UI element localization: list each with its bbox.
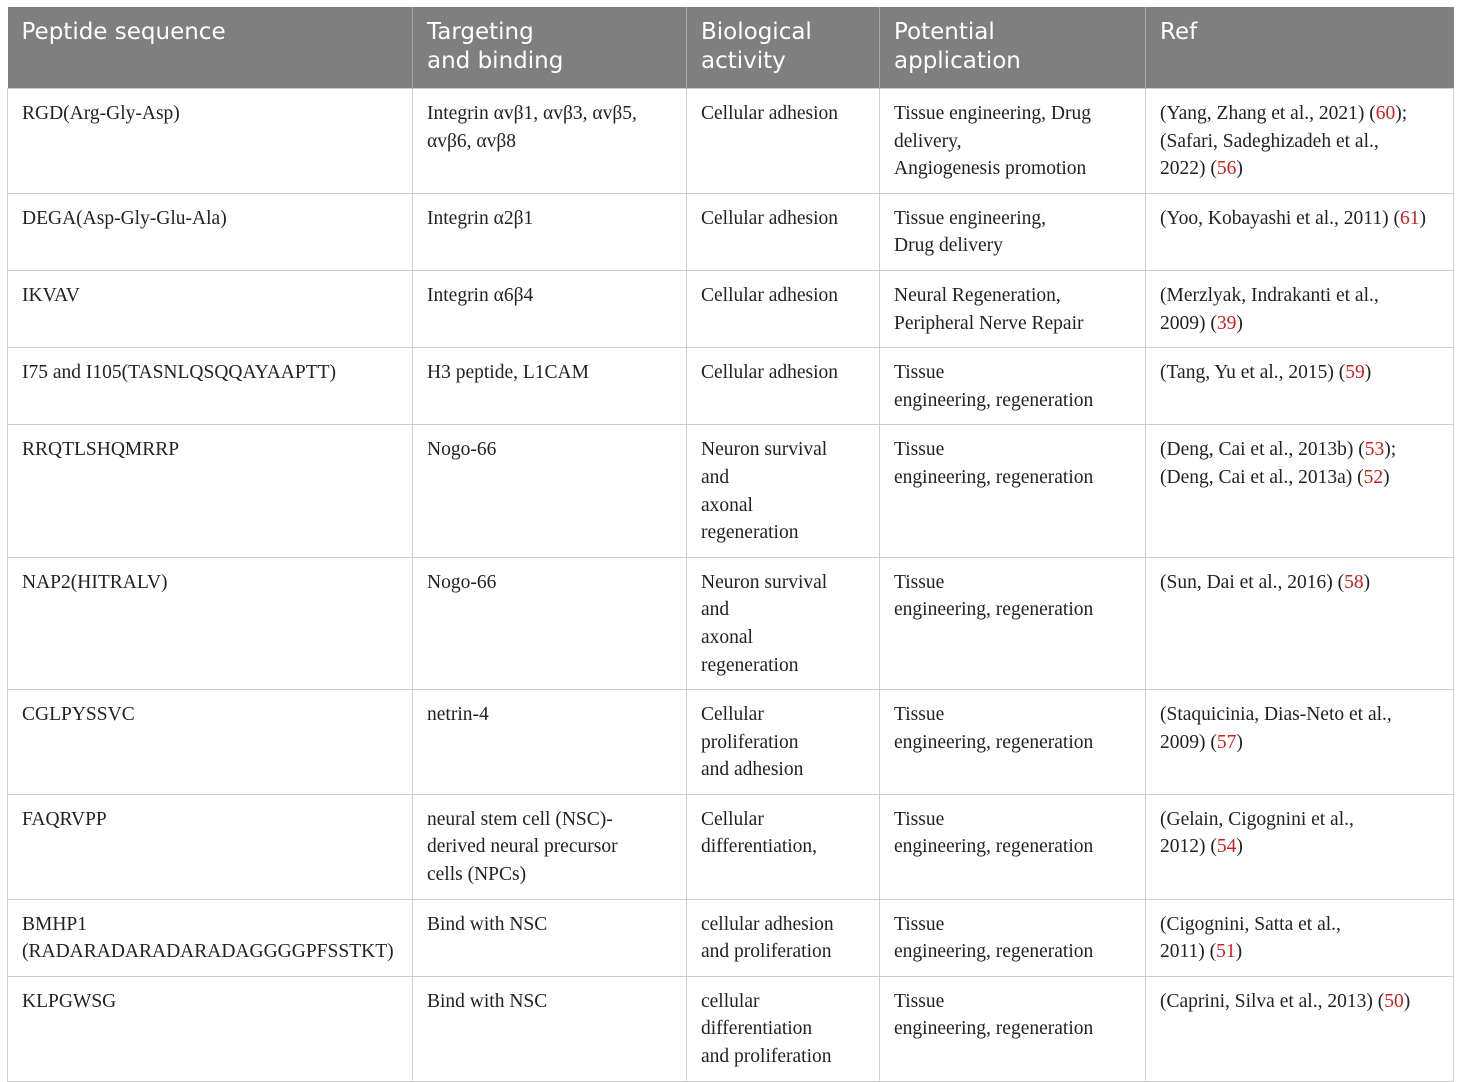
- reference-number-link[interactable]: 50: [1384, 990, 1404, 1012]
- header-label-line: Peptide sequence: [21, 19, 226, 45]
- cell-text-line: Bind with NSC: [427, 913, 548, 935]
- ref-line: [1160, 100, 1439, 128]
- table-body: [8, 89, 1454, 1082]
- cell-targeting-binding: [413, 193, 687, 270]
- table-header: [8, 7, 1454, 89]
- cell-targeting-binding: [413, 794, 687, 899]
- reference-number-link[interactable]: 61: [1399, 207, 1420, 229]
- cell-potential-application: [880, 976, 1146, 1081]
- cell-text-line: Cellular: [701, 704, 764, 726]
- cell-text-line: and: [701, 599, 730, 621]
- cell-text-line: engineering, regeneration: [894, 599, 1094, 621]
- cell-text-line: Neuron survival: [701, 571, 828, 593]
- cell-text-line: axonal: [701, 626, 753, 648]
- header-label-line: application: [894, 48, 1021, 74]
- ref-text: ): [1236, 158, 1243, 180]
- ref-line: [1160, 938, 1439, 966]
- cell-text-line: Cellular adhesion: [701, 103, 839, 124]
- ref-text: (Merzlyak, Indrakanti et al.,: [1160, 284, 1379, 306]
- table-row: [8, 348, 1454, 425]
- cell-peptide-sequence: [8, 976, 413, 1081]
- cell-ref: [1146, 794, 1454, 899]
- cell-text-line: regeneration: [701, 654, 799, 676]
- reference-number-link[interactable]: 60: [1375, 103, 1396, 124]
- cell-text-line: Integrin α2β1: [427, 207, 534, 229]
- reference-number-link[interactable]: 39: [1216, 312, 1237, 334]
- header-peptide-sequence: [8, 7, 413, 89]
- ref-line: [1160, 205, 1439, 233]
- cell-text-line: Integrin α6β4: [427, 284, 534, 306]
- cell-biological-activity: [687, 193, 880, 270]
- cell-targeting-binding: [413, 270, 687, 347]
- ref-text: ): [1363, 571, 1371, 593]
- ref-line: [1160, 833, 1439, 861]
- reference-number-link[interactable]: 57: [1216, 731, 1237, 753]
- cell-text-line: engineering, regeneration: [894, 836, 1094, 858]
- cell-text-line: αvβ6, αvβ8: [427, 130, 517, 152]
- cell-peptide-sequence: [8, 690, 413, 795]
- cell-text-line: Integrin αvβ1, αvβ3, αvβ5,: [427, 103, 637, 124]
- cell-ref: [1146, 899, 1454, 976]
- table-row: [8, 89, 1454, 194]
- cell-text-line: cellular: [701, 990, 760, 1012]
- ref-text: (Gelain, Cigognini et al.,: [1160, 808, 1354, 830]
- ref-text: ): [1235, 941, 1243, 963]
- ref-text: (Caprini, Silva et al., 2013) (: [1160, 990, 1385, 1012]
- reference-number-link[interactable]: 52: [1363, 466, 1384, 488]
- ref-text: 2009) (: [1160, 312, 1217, 334]
- cell-text-line: Tissue: [894, 808, 945, 830]
- cell-ref: [1146, 557, 1454, 689]
- peptide-table-container: [7, 7, 1453, 1082]
- ref-text: ): [1236, 731, 1243, 753]
- cell-text-line: Drug delivery: [894, 235, 1003, 257]
- table-row: [8, 270, 1454, 347]
- cell-targeting-binding: [413, 899, 687, 976]
- cell-text-line: Tissue: [894, 571, 945, 593]
- header-row: [8, 7, 1454, 89]
- cell-targeting-binding: [413, 690, 687, 795]
- cell-text-line: engineering, regeneration: [894, 1018, 1094, 1040]
- ref-text: (Staquicinia, Dias-Neto et al.,: [1160, 704, 1392, 726]
- header-biological-activity: [687, 7, 880, 89]
- cell-text-line: Cellular adhesion: [701, 362, 839, 384]
- cell-text-line: axonal: [701, 494, 753, 516]
- cell-peptide-sequence: [8, 89, 413, 194]
- cell-ref: [1146, 193, 1454, 270]
- cell-text-line: RGD(Arg-Gly-Asp): [22, 103, 180, 124]
- cell-biological-activity: [687, 425, 880, 557]
- ref-text: ): [1364, 362, 1372, 384]
- cell-text-line: engineering, regeneration: [894, 466, 1094, 488]
- header-potential-application: [880, 7, 1146, 89]
- cell-peptide-sequence: [8, 899, 413, 976]
- ref-text: (Deng, Cai et al., 2013a) (: [1160, 466, 1364, 488]
- cell-text-line: and: [701, 466, 730, 488]
- ref-line: [1160, 436, 1439, 464]
- cell-potential-application: [880, 899, 1146, 976]
- cell-text-line: KLPGWSG: [22, 990, 117, 1012]
- header-ref: [1146, 7, 1454, 89]
- header-label-line: and binding: [427, 48, 564, 74]
- ref-text: );: [1384, 439, 1397, 461]
- cell-text-line: IKVAV: [22, 284, 80, 306]
- ref-line: [1160, 988, 1439, 1016]
- reference-number-link[interactable]: 56: [1216, 158, 1237, 180]
- cell-potential-application: [880, 270, 1146, 347]
- cell-potential-application: [880, 557, 1146, 689]
- cell-text-line: RRQTLSHQMRRP: [22, 439, 180, 461]
- cell-text-line: and adhesion: [701, 759, 804, 781]
- reference-number-link[interactable]: 59: [1345, 362, 1365, 384]
- cell-ref: [1146, 976, 1454, 1081]
- ref-text: (Cigognini, Satta et al.,: [1160, 913, 1341, 935]
- cell-biological-activity: [687, 348, 880, 425]
- ref-text: (Safari, Sadeghizadeh et al.,: [1160, 130, 1379, 152]
- cell-text-line: Tissue: [894, 704, 945, 726]
- table-row: [8, 557, 1454, 689]
- cell-text-line: differentiation: [701, 1018, 813, 1040]
- cell-text-line: and proliferation: [701, 941, 832, 963]
- cell-peptide-sequence: [8, 425, 413, 557]
- header-label-line: Targeting: [427, 19, 534, 45]
- cell-potential-application: [880, 690, 1146, 795]
- cell-text-line: Neuron survival: [701, 439, 828, 461]
- cell-biological-activity: [687, 794, 880, 899]
- cell-text-line: Nogo-66: [427, 571, 497, 593]
- cell-biological-activity: [687, 557, 880, 689]
- cell-biological-activity: [687, 270, 880, 347]
- reference-number-link[interactable]: 51: [1216, 941, 1236, 963]
- table-row: [8, 690, 1454, 795]
- cell-text-line: BMHP1: [22, 913, 88, 935]
- ref-text: (Tang, Yu et al., 2015) (: [1160, 362, 1346, 384]
- cell-text-line: differentiation,: [701, 836, 818, 858]
- ref-text: (Yang, Zhang et al., 2021) (: [1160, 103, 1376, 124]
- reference-number-link[interactable]: 53: [1364, 439, 1385, 461]
- cell-targeting-binding: [413, 976, 687, 1081]
- cell-targeting-binding: [413, 348, 687, 425]
- cell-text-line: Nogo-66: [427, 439, 497, 461]
- ref-line: [1160, 128, 1439, 156]
- cell-text-line: Angiogenesis promotion: [894, 158, 1087, 180]
- table-row: [8, 794, 1454, 899]
- cell-text-line: proliferation: [701, 731, 799, 753]
- cell-peptide-sequence: [8, 193, 413, 270]
- ref-text: ): [1383, 466, 1390, 488]
- cell-text-line: derived neural precursor: [427, 836, 618, 858]
- ref-line: [1160, 359, 1439, 387]
- header-label-line: Ref: [1160, 19, 1198, 45]
- reference-number-link[interactable]: 54: [1216, 836, 1237, 858]
- cell-biological-activity: [687, 89, 880, 194]
- ref-text: ): [1236, 312, 1243, 334]
- cell-text-line: (RADARADARADARADAGGGGPFSSTKT): [22, 941, 394, 963]
- cell-peptide-sequence: [8, 270, 413, 347]
- ref-text: (Yoo, Kobayashi et al., 2011) (: [1160, 207, 1400, 229]
- header-targeting-binding: [413, 7, 687, 89]
- cell-text-line: engineering, regeneration: [894, 941, 1094, 963]
- cell-potential-application: [880, 89, 1146, 194]
- cell-ref: [1146, 89, 1454, 194]
- cell-text-line: I75 and I105(TASNLQSQQAYAAPTT): [22, 362, 337, 384]
- cell-text-line: Cellular adhesion: [701, 207, 839, 229]
- cell-text-line: cellular adhesion: [701, 913, 834, 935]
- cell-potential-application: [880, 794, 1146, 899]
- cell-biological-activity: [687, 899, 880, 976]
- ref-line: [1160, 806, 1439, 834]
- peptide-table: [7, 7, 1454, 1082]
- cell-text-line: Neural Regeneration,: [894, 284, 1061, 306]
- ref-line: [1160, 155, 1439, 183]
- cell-peptide-sequence: [8, 794, 413, 899]
- cell-biological-activity: [687, 690, 880, 795]
- ref-text: 2009) (: [1160, 731, 1217, 753]
- table-row: [8, 193, 1454, 270]
- ref-text: );: [1395, 103, 1408, 124]
- table-row: [8, 899, 1454, 976]
- cell-text-line: NAP2(HITRALV): [22, 571, 168, 593]
- ref-text: 2012) (: [1160, 836, 1217, 858]
- header-label-line: activity: [701, 48, 786, 74]
- reference-number-link[interactable]: 58: [1344, 571, 1364, 593]
- cell-text-line: regeneration: [701, 522, 799, 544]
- cell-text-line: Tissue: [894, 439, 945, 461]
- cell-potential-application: [880, 425, 1146, 557]
- cell-potential-application: [880, 348, 1146, 425]
- table-row: [8, 425, 1454, 557]
- ref-line: [1160, 729, 1439, 757]
- ref-line: [1160, 911, 1439, 939]
- header-label-line: Potential: [894, 19, 995, 45]
- cell-targeting-binding: [413, 557, 687, 689]
- cell-peptide-sequence: [8, 557, 413, 689]
- cell-text-line: cells (NPCs): [427, 864, 527, 886]
- cell-potential-application: [880, 193, 1146, 270]
- cell-text-line: FAQRVPP: [22, 808, 107, 830]
- cell-text-line: DEGA(Asp-Gly-Glu-Ala): [22, 207, 227, 229]
- ref-line: [1160, 701, 1439, 729]
- cell-ref: [1146, 348, 1454, 425]
- cell-peptide-sequence: [8, 348, 413, 425]
- ref-text: 2011) (: [1160, 941, 1217, 963]
- ref-line: [1160, 464, 1439, 492]
- cell-text-line: engineering, regeneration: [894, 731, 1094, 753]
- cell-biological-activity: [687, 976, 880, 1081]
- ref-line: [1160, 569, 1439, 597]
- cell-text-line: H3 peptide, L1CAM: [427, 362, 589, 384]
- cell-text-line: Tissue engineering, Drug: [894, 103, 1091, 124]
- cell-text-line: Peripheral Nerve Repair: [894, 312, 1084, 334]
- ref-text: ): [1403, 990, 1411, 1012]
- ref-line: [1160, 310, 1439, 338]
- cell-text-line: Tissue: [894, 362, 945, 384]
- cell-text-line: Cellular adhesion: [701, 284, 839, 306]
- cell-text-line: Cellular: [701, 808, 764, 830]
- cell-text-line: Tissue engineering,: [894, 207, 1047, 229]
- cell-targeting-binding: [413, 89, 687, 194]
- ref-line: [1160, 282, 1439, 310]
- cell-text-line: netrin-4: [427, 704, 489, 726]
- cell-text-line: Tissue: [894, 913, 945, 935]
- cell-text-line: and proliferation: [701, 1046, 832, 1068]
- cell-targeting-binding: [413, 425, 687, 557]
- cell-ref: [1146, 690, 1454, 795]
- ref-text: 2022) (: [1160, 158, 1217, 180]
- cell-ref: [1146, 270, 1454, 347]
- header-label-line: Biological: [701, 19, 812, 45]
- cell-text-line: neural stem cell (NSC)-: [427, 808, 613, 830]
- table-row: [8, 976, 1454, 1081]
- ref-text: (Deng, Cai et al., 2013b) (: [1160, 439, 1365, 461]
- cell-text-line: engineering, regeneration: [894, 389, 1094, 411]
- ref-text: (Sun, Dai et al., 2016) (: [1160, 571, 1345, 593]
- cell-text-line: CGLPYSSVC: [22, 704, 135, 726]
- ref-text: ): [1419, 207, 1426, 229]
- cell-ref: [1146, 425, 1454, 557]
- ref-text: ): [1236, 836, 1243, 858]
- cell-text-line: Tissue: [894, 990, 945, 1012]
- cell-text-line: delivery,: [894, 130, 962, 152]
- cell-text-line: Bind with NSC: [427, 990, 548, 1012]
